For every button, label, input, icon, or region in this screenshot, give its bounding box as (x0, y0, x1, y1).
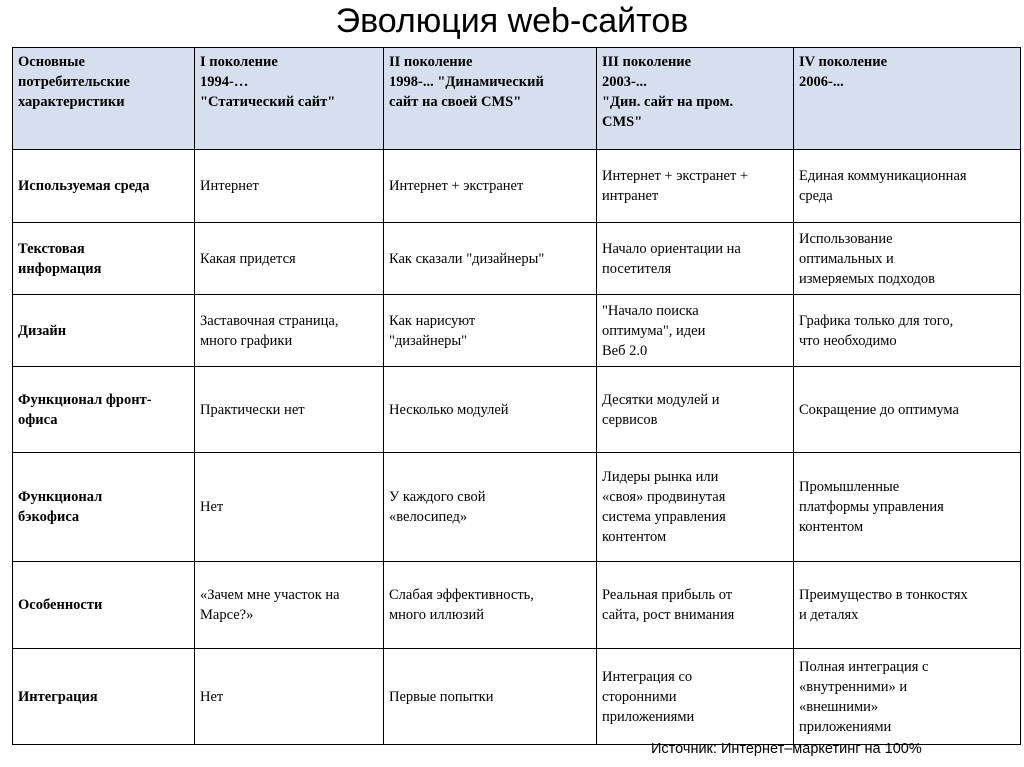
table-row (13, 367, 1021, 453)
header-generation-2: II поколение 1998-... "Динамический сайт на своей CMS" (384, 48, 597, 150)
comparison-table (12, 47, 1021, 745)
table-cell: Интернет + экстранет + интранет (597, 150, 794, 223)
table-cell: Графика только для того, что необходимо (794, 295, 1021, 367)
table-cell: Нет (195, 649, 384, 745)
table-cell: Лидеры рынка или «своя» продвинутая система управления контентом (597, 453, 794, 562)
table-cell: "Начало поиска оптимума", идеи Веб 2.0 (597, 295, 794, 367)
table-cell: Практически нет (195, 367, 384, 453)
row-label: Особенности (13, 562, 195, 649)
table-cell: Полная интеграция с «внутренними» и «внешними» приложениями (794, 649, 1021, 745)
row-label: Текстовая информация (13, 223, 195, 295)
table-row (13, 453, 1021, 562)
table-cell: Какая придется (195, 223, 384, 295)
row-label: Функционал фронт- офиса (13, 367, 195, 453)
table-row (13, 649, 1021, 745)
table-cell: Как нарисуют "дизайнеры" (384, 295, 597, 367)
table-cell: Единая коммуникационная среда (794, 150, 1021, 223)
header-generation-1: I поколение 1994-… "Статический сайт" (195, 48, 384, 150)
table-cell: Промышленные платформы управления контентом (794, 453, 1021, 562)
row-label: Используемая среда (13, 150, 195, 223)
table-cell: Слабая эффективность, много иллюзий (384, 562, 597, 649)
table-cell: Интернет + экстранет (384, 150, 597, 223)
table-cell: Интернет (195, 150, 384, 223)
table-cell: Несколько модулей (384, 367, 597, 453)
row-label: Дизайн (13, 295, 195, 367)
header-characteristics: Основные потребительские характеристики (13, 48, 195, 150)
table-row (13, 223, 1021, 295)
table-row (13, 150, 1021, 223)
table-cell: Как сказали "дизайнеры" (384, 223, 597, 295)
table-cell: Заставочная страница, много графики (195, 295, 384, 367)
table-cell: Интеграция со сторонними приложениями (597, 649, 794, 745)
header-generation-3: III поколение 2003-... "Дин. сайт на пром. CMS" (597, 48, 794, 150)
table-row (13, 562, 1021, 649)
table-cell: Сокращение до оптимума (794, 367, 1021, 453)
row-label: Интеграция (13, 649, 195, 745)
table-row (13, 295, 1021, 367)
header-generation-4: IV поколение 2006-... (794, 48, 1021, 150)
table-cell: «Зачем мне участок на Марсе?» (195, 562, 384, 649)
header-row (13, 48, 1021, 150)
table-cell: Десятки модулей и сервисов (597, 367, 794, 453)
page-title: Эволюция web-сайтов (335, 2, 689, 40)
row-label: Функционал бэкофиса (13, 453, 195, 562)
table-cell: Нет (195, 453, 384, 562)
table-cell: Первые попытки (384, 649, 597, 745)
table-cell: Использование оптимальных и измеряемых подходов (794, 223, 1021, 295)
table-cell: Преимущество в тонкостях и деталях (794, 562, 1021, 649)
source-note: Источник: Интернет–маркетинг на 100% (651, 741, 922, 757)
table-cell: У каждого свой «велосипед» (384, 453, 597, 562)
table-cell: Реальная прибыль от сайта, рост внимания (597, 562, 794, 649)
table-cell: Начало ориентации на посетителя (597, 223, 794, 295)
